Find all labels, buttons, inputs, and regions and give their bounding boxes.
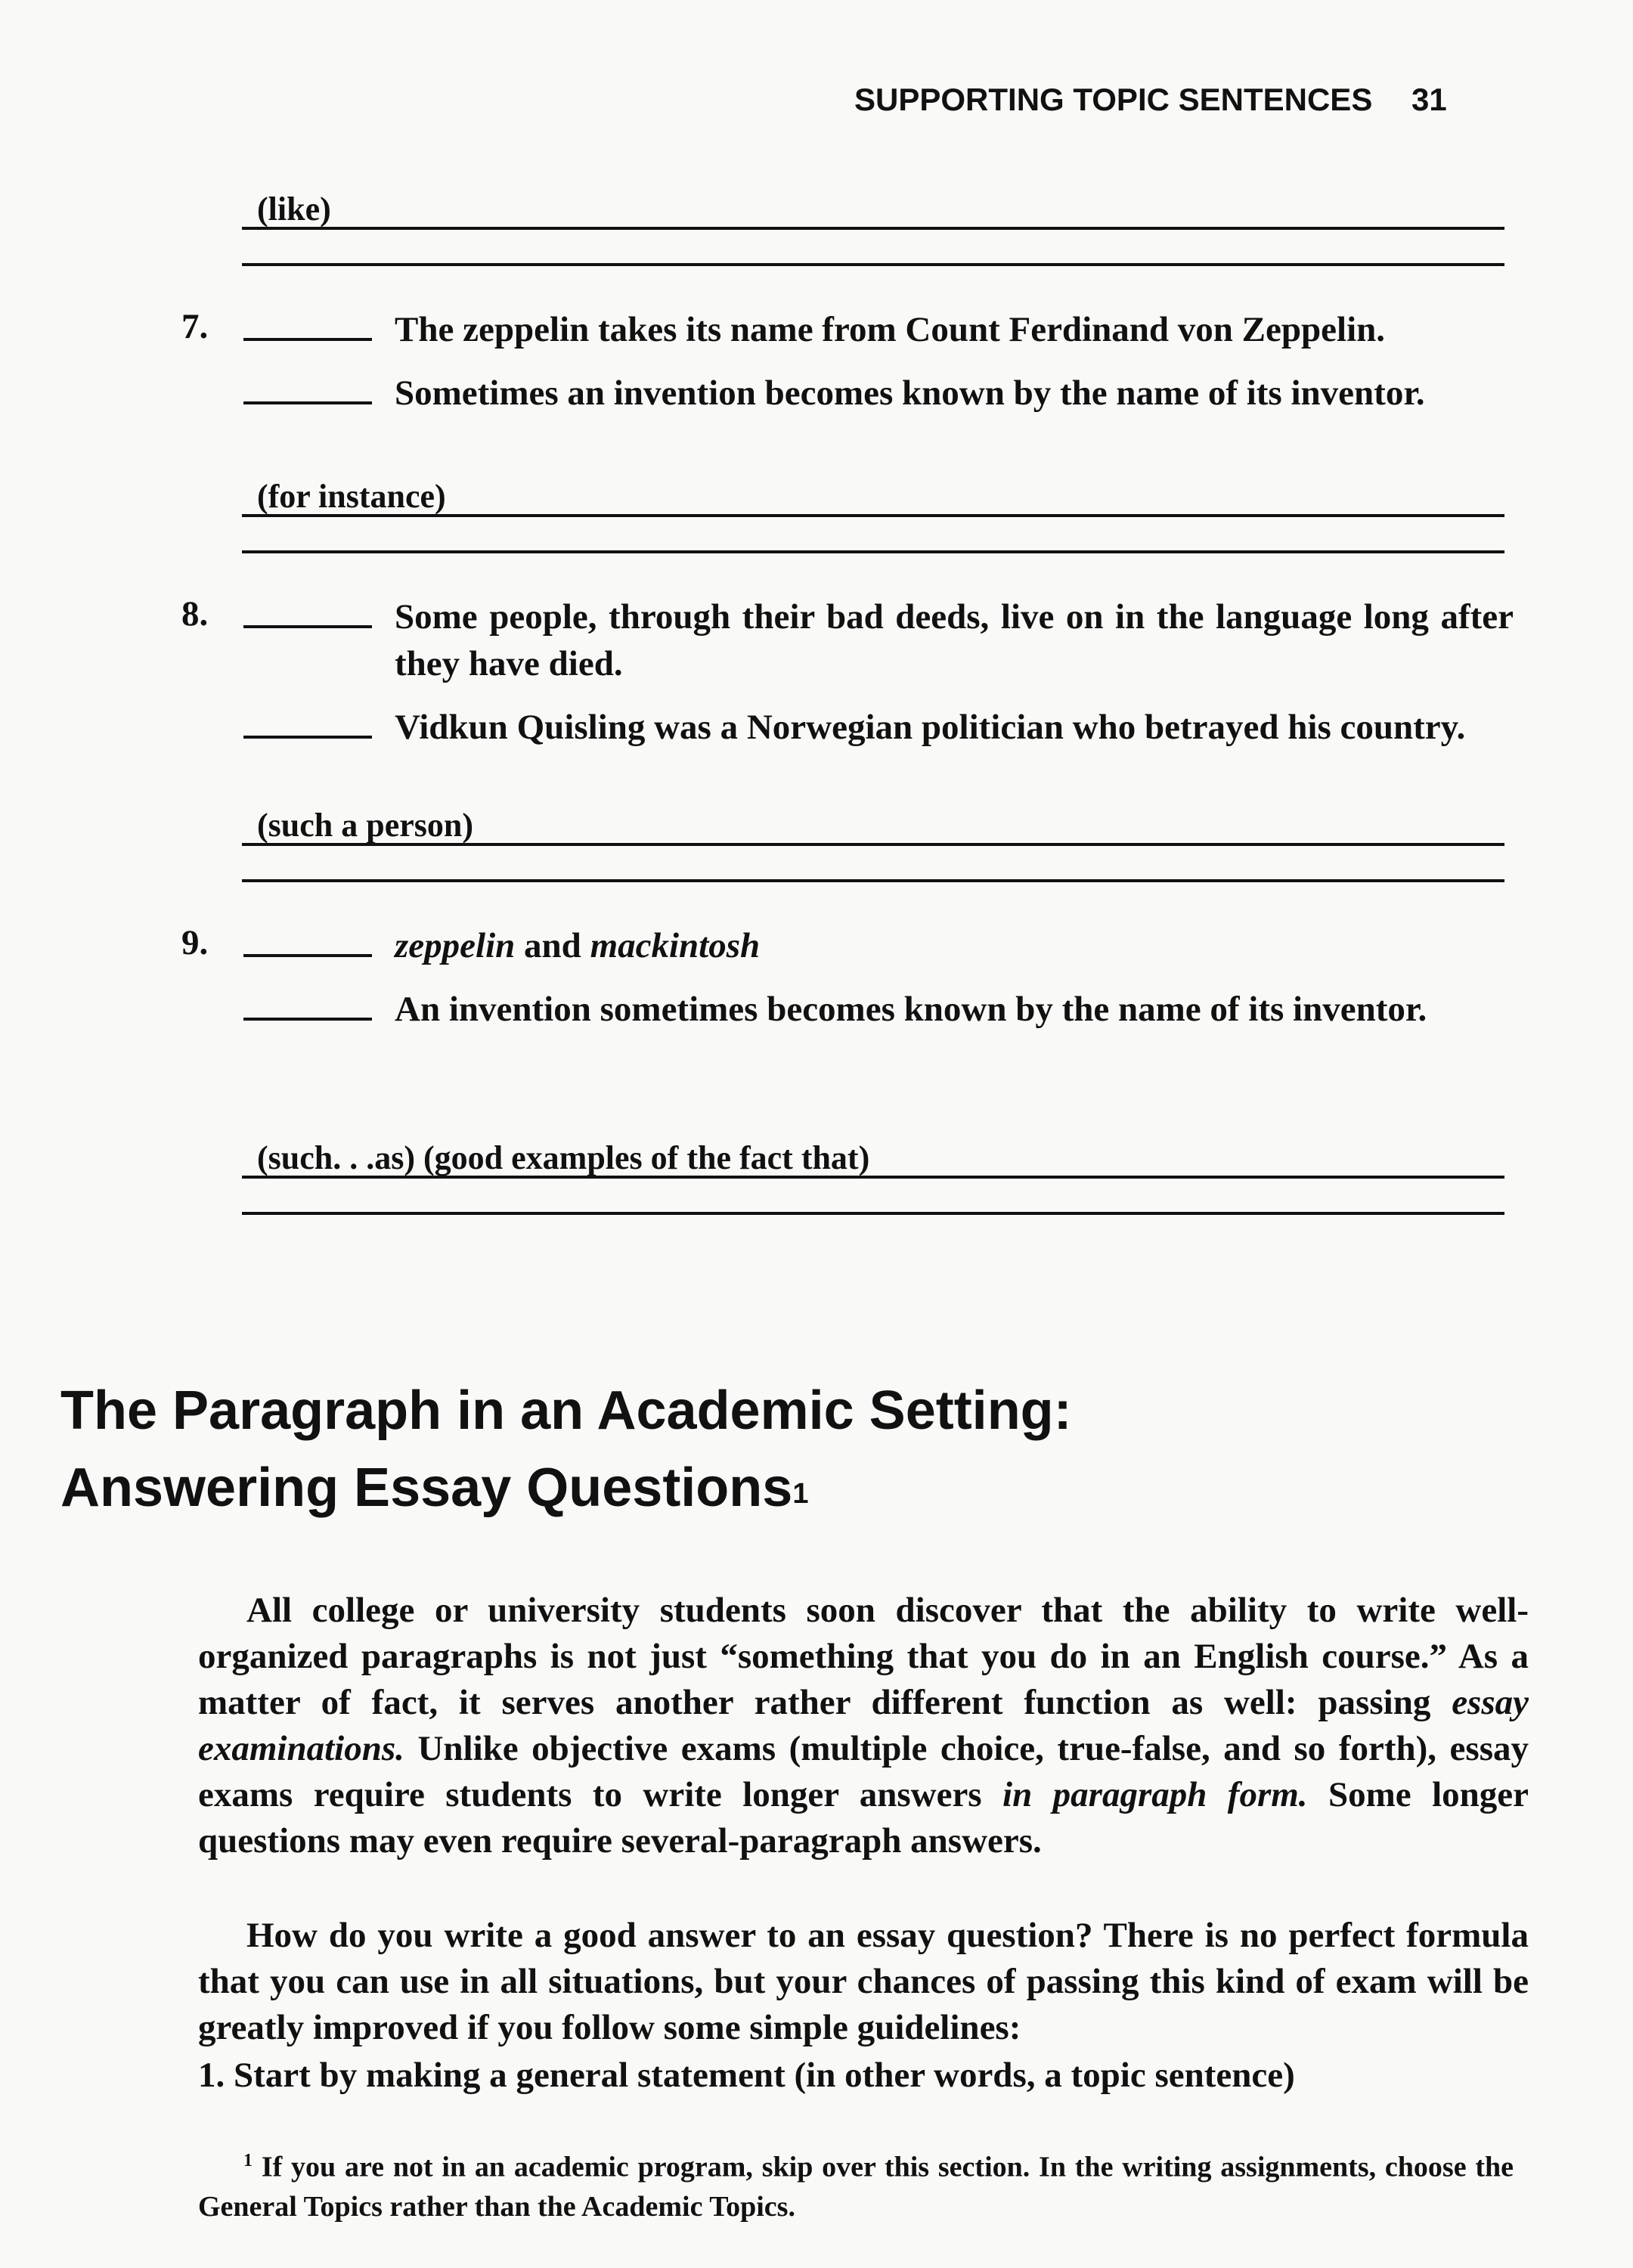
item-number: 7. — [181, 307, 209, 346]
footnote-marker: 1 — [243, 2151, 253, 2170]
item-sentence: The zeppelin takes its name from Count Ferdinand von Zeppelin. — [395, 310, 1386, 349]
exercise-item-9 — [181, 922, 1512, 1080]
connector-cue: (for instance) — [257, 478, 446, 515]
body-paragraph-1: All college or university students soon discover that the ability to write well-organized paragraphs is not just “something that you do in an English course.” As a matter of fact, it serves another rather different function as well: passing essay examinations. Unlike objective exams (multiple choice, true-false, and so forth), essay exams require students to write longer answers in paragraph form. Some longer questions may even require several-paragraph answers. — [198, 1591, 1529, 1861]
answer-line[interactable] — [242, 879, 1504, 882]
item-sentence: An invention sometimes becomes known by the name of its inventor. — [395, 990, 1427, 1029]
footnote-ref[interactable]: 1 — [792, 1478, 809, 1510]
order-blank[interactable] — [243, 736, 372, 739]
item-sentence: Vidkun Quisling was a Norwegian politician who betrayed his country. — [395, 708, 1466, 747]
exercise-item-8 — [181, 593, 1512, 798]
emphasis: in paragraph form. — [1002, 1775, 1308, 1814]
answer-line-cue[interactable] — [242, 805, 1504, 846]
emphasis: essay examinations. — [198, 1683, 1529, 1768]
page-number: 31 — [1411, 82, 1447, 117]
order-blank[interactable] — [243, 401, 372, 404]
item-number: 9. — [181, 923, 209, 962]
answer-line-cue[interactable] — [242, 476, 1504, 517]
footnote: $^1$ If you are not in an academic program, skip over this section. In the writing assignments, choose the General Topics rather than the Academic Topics. — [198, 2151, 1514, 2223]
order-blank[interactable] — [243, 338, 372, 341]
exercise-item-7 — [181, 306, 1512, 463]
item-sentence: zeppelin and mackintosh — [395, 926, 761, 965]
running-title: SUPPORTING TOPIC SENTENCES — [854, 82, 1373, 117]
item-number: 8. — [181, 594, 209, 634]
guideline-item-1: 1. Start by making a general statement (in other words, a topic sentence) — [198, 2056, 1295, 2095]
order-blank[interactable] — [243, 954, 372, 957]
answer-line[interactable] — [242, 1212, 1504, 1215]
item-sentence: Sometimes an invention becomes known by the name of its inventor. — [395, 373, 1425, 413]
order-blank[interactable] — [243, 625, 372, 628]
section-heading-line1: The Paragraph in an Academic Setting: — [60, 1380, 1072, 1441]
connector-cue: (such a person) — [257, 807, 474, 844]
running-head — [854, 82, 1447, 118]
answer-line-cue[interactable] — [242, 189, 1504, 230]
answer-line[interactable] — [242, 263, 1504, 266]
item-sentence: Some people, through their bad deeds, live on in the language long after they have died. — [395, 597, 1514, 683]
section-heading — [60, 1372, 1072, 1526]
connector-cue: (such. . .as) (good examples of the fact that) — [257, 1139, 870, 1176]
answer-line-cue[interactable] — [242, 1138, 1504, 1179]
section-heading-line2: Answering Essay Questions$^1$ — [60, 1458, 809, 1518]
connector-cue: (like) — [257, 191, 331, 228]
order-blank[interactable] — [243, 1018, 372, 1021]
answer-line[interactable] — [242, 550, 1504, 553]
body-paragraph-2: How do you write a good answer to an essay question? There is no perfect formula that you can use in all situations, but your chances of passing this kind of exam will be greatly improved if you follow some simple guidelines: — [198, 1916, 1529, 2047]
